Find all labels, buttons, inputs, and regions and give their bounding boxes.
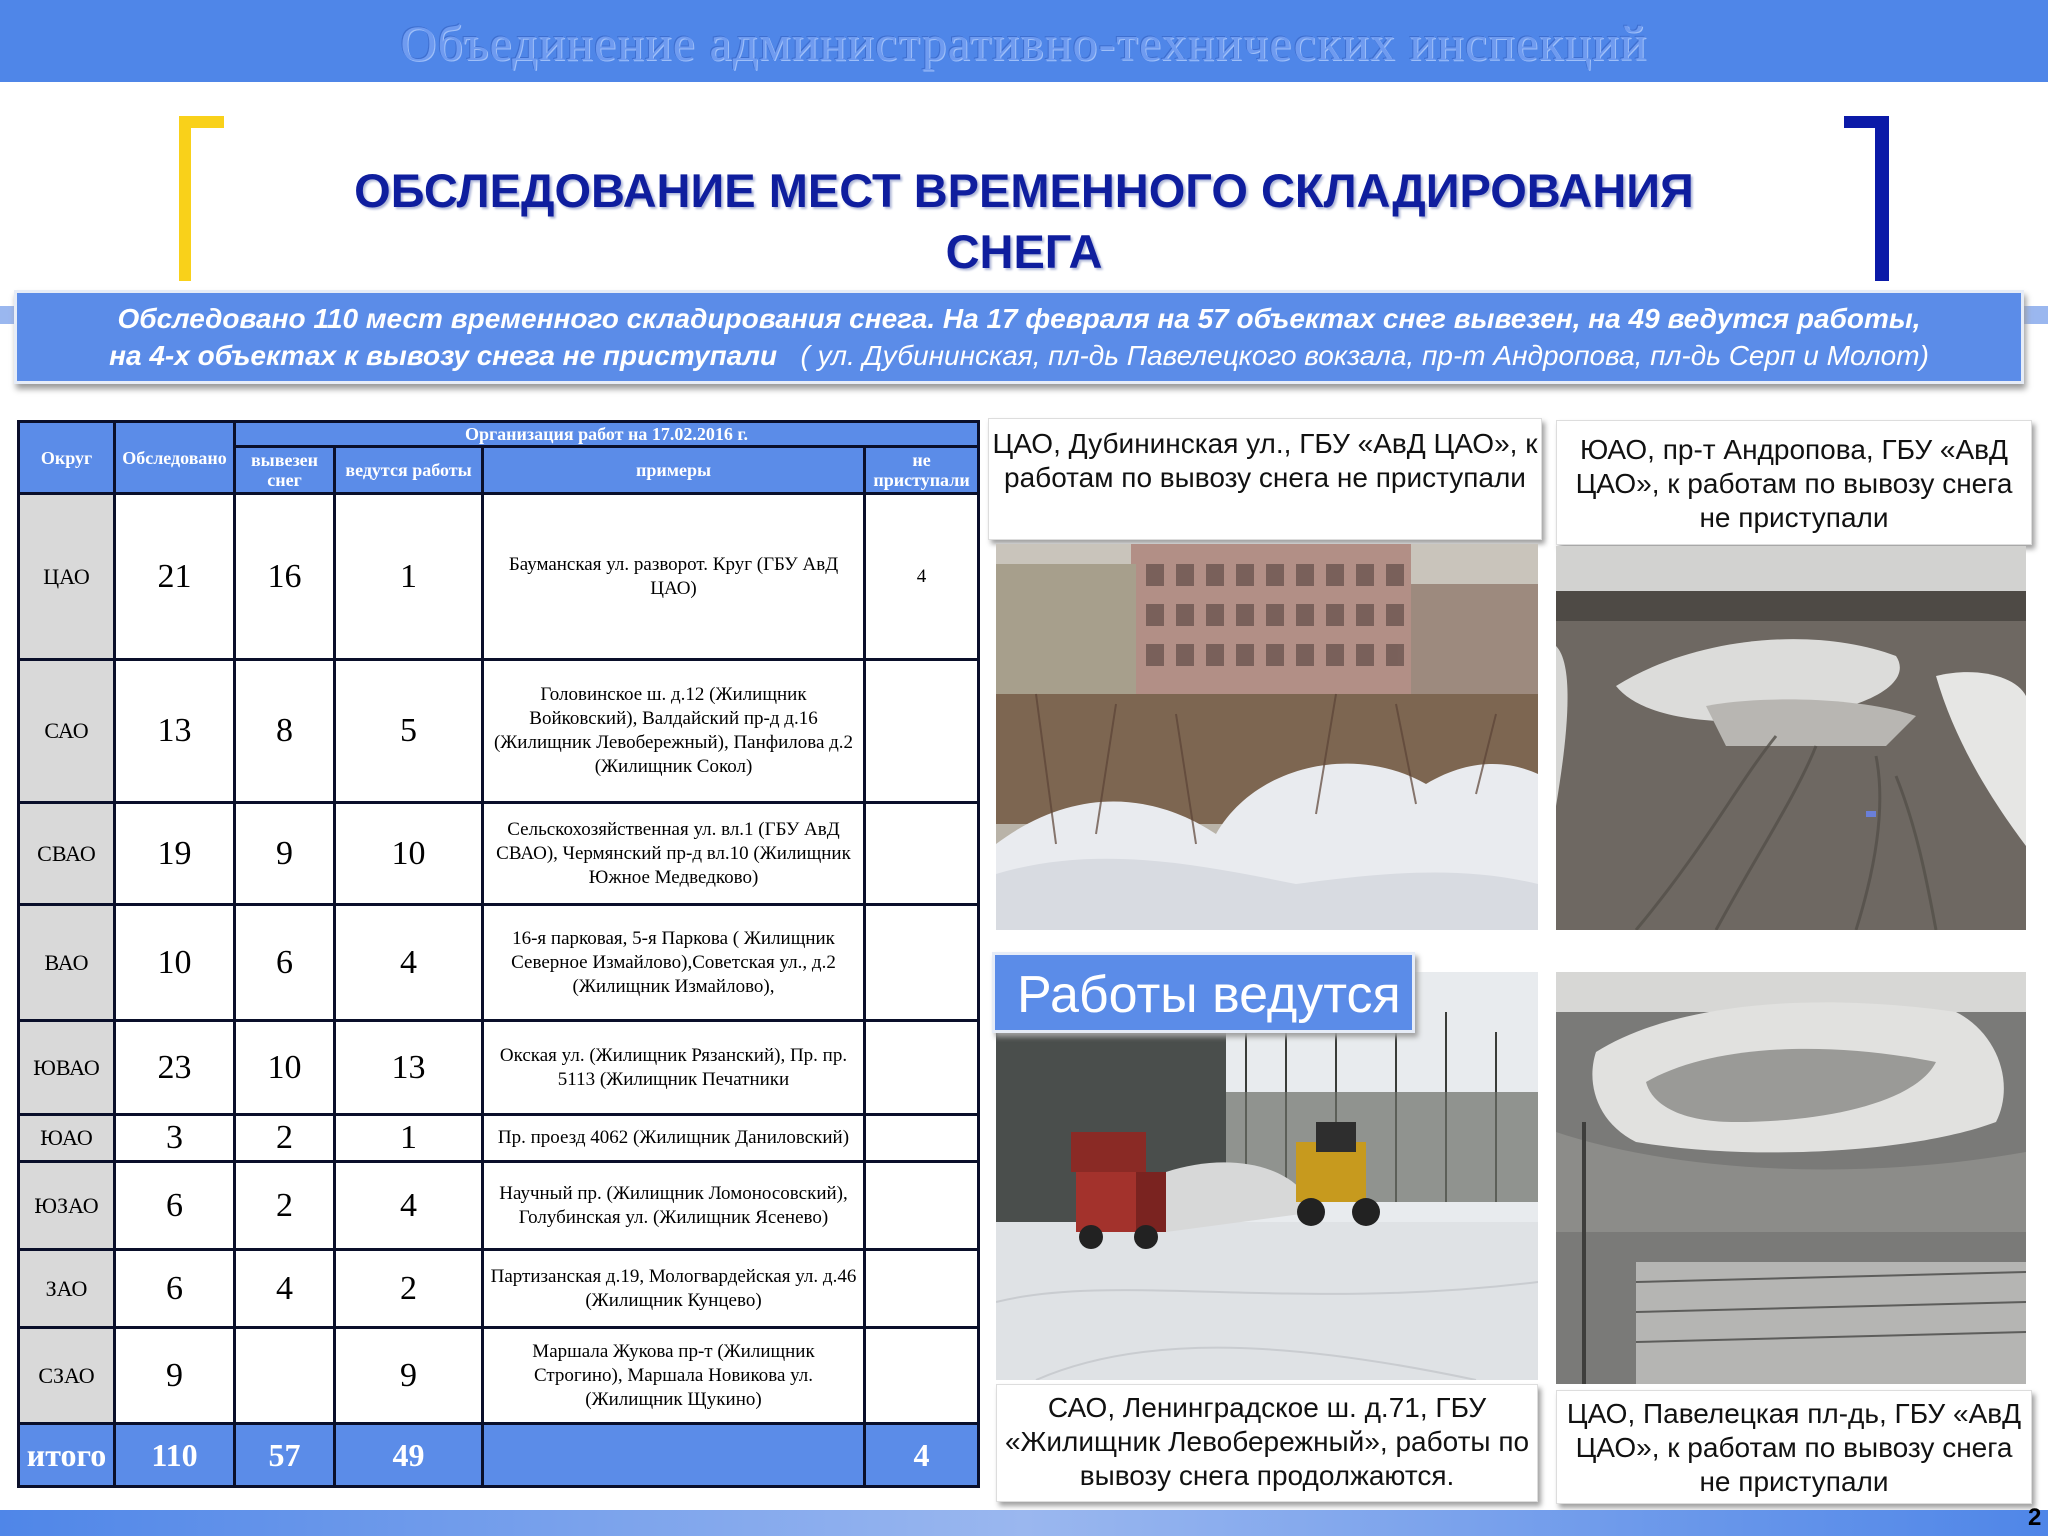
summary-line-2: на 4-х объектах к вывозу снега не приступали ( ул. Дубининская, пл-дь Павелецкого вокзала, пр-т Андропова, пл-дь Серп и Молот) [109,340,1929,371]
cell-removed: 9 [235,803,335,905]
cell-in-progress: 5 [335,660,483,803]
cell-in-progress: 9 [335,1328,483,1424]
cell-removed: 6 [235,905,335,1021]
cell-surveyed: 19 [115,803,235,905]
cell-examples: Партизанская д.19, Мологвардейская ул. д.46 (Жилищник Кунцево) [483,1250,865,1328]
right-bracket-decoration [1844,116,1889,281]
cell-surveyed: 10 [115,905,235,1021]
table-row [19,905,979,1021]
cell-removed [235,1328,335,1424]
total-row [19,1424,979,1487]
photo-caption-1: ЦАО, Дубининская ул., ГБУ «АвД ЦАО», к работам по вывозу снега не приступали [988,418,1542,540]
cell-not-started [865,803,979,905]
cell-examples: 16-я парковая, 5-я Паркова ( Жилищник Северное Измайлово),Советская ул., д.2 (Жилищник Измайлово), [483,905,865,1021]
total-removed: 57 [235,1424,335,1487]
cell-okrug: ЮВАО [19,1021,115,1115]
title-line-1: ОБСЛЕДОВАНИЕ МЕСТ ВРЕМЕННОГО СКЛАДИРОВАНИЯ [354,164,1694,217]
cell-examples: Пр. проезд 4062 (Жилищник Даниловский) [483,1115,865,1162]
cell-not-started [865,1162,979,1250]
photo-paveletskaya [1556,972,2026,1384]
photo-andropova [1556,546,2026,930]
total-examples [483,1424,865,1487]
header-removed: вывезен снег [235,447,335,494]
cell-examples: Бауманская ул. разворот. Круг (ГБУ АвД ЦАО) [483,494,865,660]
photo-caption-3: САО, Ленинградское ш. д.71, ГБУ «Жилищник Левобережный», работы по вывозу снега продолжаются. [996,1384,1538,1502]
header-bar [0,0,2048,82]
cell-examples: Научный пр. (Жилищник Ломоносовский), Голубинская ул. (Жилищник Ясенево) [483,1162,865,1250]
cell-okrug: ЮЗАО [19,1162,115,1250]
cell-okrug: ЦАО [19,494,115,660]
header-surveyed: Обследовано [115,422,235,494]
page-number: 2 [2028,1504,2042,1531]
cell-not-started [865,1021,979,1115]
cell-okrug: ВАО [19,905,115,1021]
cell-not-started: 4 [865,494,979,660]
total-not-started: 4 [865,1424,979,1487]
cell-removed: 8 [235,660,335,803]
cell-okrug: ЗАО [19,1250,115,1328]
cell-examples: Сельскохозяйственная ул. вл.1 (ГБУ АвД СВАО), Чермянский пр-д вл.10 (Жилищник Южное Медведково) [483,803,865,905]
summary-box [14,290,2024,384]
cell-removed: 16 [235,494,335,660]
header-okrug: Округ [19,422,115,494]
cell-okrug: САО [19,660,115,803]
cell-not-started [865,1250,979,1328]
cell-examples: Окская ул. (Жилищник Рязанский), Пр. пр. 5113 (Жилищник Печатники [483,1021,865,1115]
photo-caption-4: ЦАО, Павелецкая пл-дь, ГБУ «АвД ЦАО», к работам по вывозу снега не приступали [1556,1390,2032,1504]
table-row [19,1328,979,1424]
cell-surveyed: 6 [115,1250,235,1328]
cell-removed: 10 [235,1021,335,1115]
footer-bar [0,1510,2048,1536]
cell-surveyed: 23 [115,1021,235,1115]
cell-not-started [865,660,979,803]
cell-in-progress: 1 [335,494,483,660]
table-row [19,1021,979,1115]
summary-line-1: Обследовано 110 мест временного складирования снега. На 17 февраля на 57 объектах снег вывезен, на 49 ведутся работы, [117,303,1921,334]
table-row [19,660,979,803]
table-row [19,1162,979,1250]
header-not-started: не приступали [865,447,979,494]
total-label: итого [19,1424,115,1487]
cell-in-progress: 4 [335,905,483,1021]
title-line-2: СНЕГА [945,225,1103,278]
header-org-title: Организация работ на 17.02.2016 г. [235,422,979,447]
cell-not-started [865,1115,979,1162]
page-title [230,160,1818,282]
cell-okrug: СЗАО [19,1328,115,1424]
header-examples: примеры [483,447,865,494]
works-in-progress-label: Работы ведутся [992,952,1415,1033]
cell-in-progress: 1 [335,1115,483,1162]
table-row [19,1115,979,1162]
photo-caption-2: ЮАО, пр-т Андропова, ГБУ «АвД ЦАО», к работам по вывозу снега не приступали [1556,420,2032,545]
total-surveyed: 110 [115,1424,235,1487]
cell-removed: 2 [235,1115,335,1162]
table-row [19,1250,979,1328]
cell-surveyed: 9 [115,1328,235,1424]
photo-dubininskaya [996,544,1538,930]
cell-surveyed: 21 [115,494,235,660]
total-in-progress: 49 [335,1424,483,1487]
cell-in-progress: 13 [335,1021,483,1115]
cell-in-progress: 10 [335,803,483,905]
cell-not-started [865,905,979,1021]
survey-table [17,420,980,1488]
cell-not-started [865,1328,979,1424]
table-row [19,494,979,660]
cell-in-progress: 2 [335,1250,483,1328]
cell-examples: Маршала Жукова пр-т (Жилищник Строгино), Маршала Новикова ул. (Жилищник Щукино) [483,1328,865,1424]
table-row [19,803,979,905]
header-in-progress: ведутся работы [335,447,483,494]
cell-examples: Головинское ш. д.12 (Жилищник Войковский), Валдайский пр-д д.16 (Жилищник Левобережный), Панфилова д.2 (Жилищник Сокол) [483,660,865,803]
cell-okrug: СВАО [19,803,115,905]
cell-surveyed: 6 [115,1162,235,1250]
cell-removed: 2 [235,1162,335,1250]
cell-surveyed: 13 [115,660,235,803]
organization-name: Объединение административно-технических инспекций [400,15,1648,71]
cell-surveyed: 3 [115,1115,235,1162]
cell-okrug: ЮАО [19,1115,115,1162]
left-bracket-decoration [179,116,224,281]
cell-in-progress: 4 [335,1162,483,1250]
cell-removed: 4 [235,1250,335,1328]
